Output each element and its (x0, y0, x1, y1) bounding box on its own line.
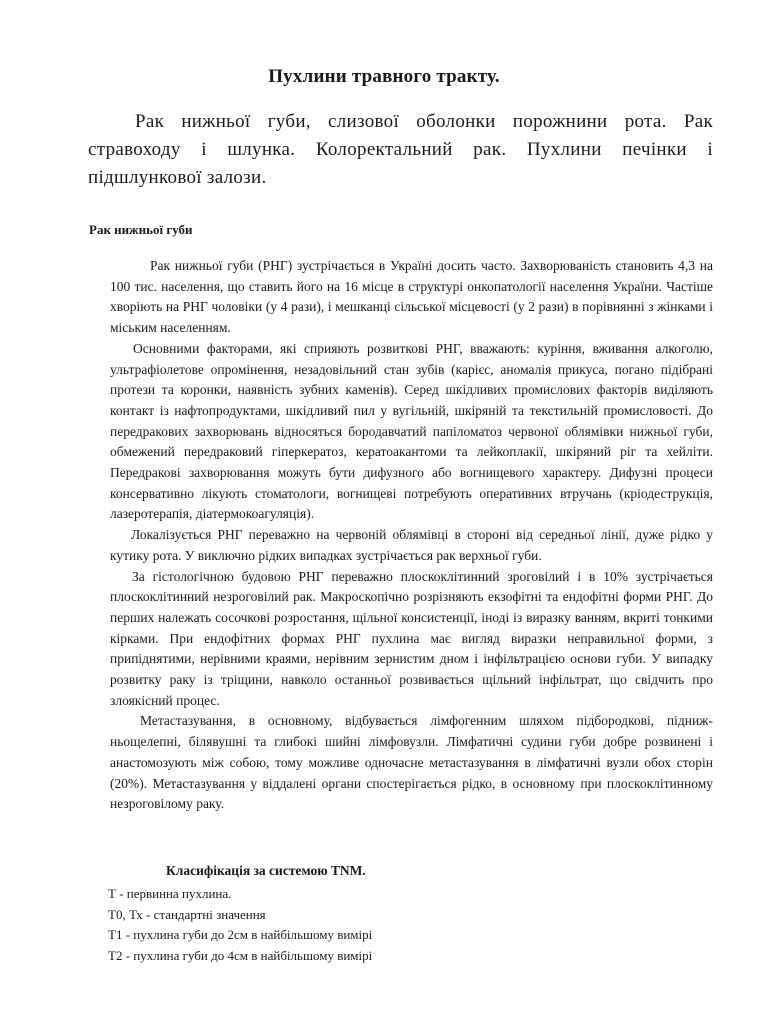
tnm-list (108, 884, 372, 966)
paragraph-metastasis: Метастазування, в основному, відбувається лімфогенним шляхом підбородкові, піднижньощелепні, білявушні та глибокі шийні лімфовузли. Лімфатичні судини губи добре розвинені і анастомозують між собою, тому можливе одночасне метастазування в лімфатичні вузли обох сторін (20%). Метастазування у віддалені органи спостерігається рідко, в основному при плоскоклітинному незроговілому раку. (110, 713, 713, 812)
tnm-item: Т - первинна пухлина. (108, 886, 232, 901)
body-text (110, 256, 713, 815)
document-title: Пухлини травного тракту. (268, 66, 500, 87)
tnm-item: Т0, Тх - стандартні значення (108, 906, 266, 922)
paragraph-risk-factors: Основними факторами, які сприяють розвиткові РНГ, вважають: куріння, вживання алкоголю, ультрафіолетове опромінення, незадовільний стан зубів (карієс, аномалія прикуса, погано підібрані протези та коронки, наявність зубних каменів). Серед шкідливих промислових факторів виділяють контакт із нафтопродуктами, шкідливий пил у вугільній, шкіряній та текстильній промисловості. До передракових захворювань відносяться бородавчатий папіломатоз червоної облямівки нижньої губи, обмежений передраковий гіперкератоз, кератоакантоми та лейкоплакії, шкіряний ріг та хейліти. Передракові захворювання можуть бути дифузного або вогнищевого характеру. Дифузні процеси консервативно лікують стоматологи, вогнищеві потребують оперативних втручань (кріодеструкція, лазеротерапія, діатермокоагуляція). (110, 340, 713, 522)
paragraph-localization: Локалізується РНГ переважно на червоній облямівці в стороні від середньої лінії, дуже рідко у кутику рота. У виключно рідких випадках зустрічається рак верхньої губи. (110, 527, 713, 563)
tnm-item: Т2 - пухлина губи до 4см в найбільшому вимірі (108, 947, 373, 963)
section-heading: Рак нижньої губи (89, 222, 193, 237)
classification-title: Класифікація за системою TNM. (166, 863, 366, 878)
paragraph-histology: За гістологічною будовою РНГ переважно плоскоклітинний зроговілий і в 10% зустрічається плоскоклітинний незроговілий рак. Макроскопічно розрізняють екзофітні та ендофітні форми РНГ. До перших належать сосочкові розростання, щільної консистенції, іноді із виразку ванням, вкриті тонкими кірками. При ендофітних формах РНГ пухлина має вигляд виразки неправильної форми, з припіднятими, нерівними краями, нерівним зернистим дном і інфільтрацією основи губи. У випадку розвитку раку із тріщини, навколо останньої розвивається щільний інфільтрат, що свідчить про злоякісний процес. (110, 568, 713, 708)
paragraph-incidence: Рак нижньої губи (РНГ) зустрічається в Україні досить часто. Захворюваність становить 4,3 на 100 тис. населення, що ставить його на 16 місце в структурі онкопатології населення України. Частіше хворіють на РНГ чоловіки (у 4 рази), і мешканці сільської місцевості (у 2 рази) в порівнянні з жінками і міським населенням. (110, 258, 713, 336)
topic-intro (88, 108, 713, 192)
topic-intro-text: Рак нижньої губи, слизової оболонки порожнини рота. Рак стравоходу і шлунка. Колоректальний рак. Пухлини печінки і підшлункової залози. (88, 111, 713, 188)
tnm-item: Т1 - пухлина губи до 2см в найбільшому вимірі (108, 927, 373, 942)
